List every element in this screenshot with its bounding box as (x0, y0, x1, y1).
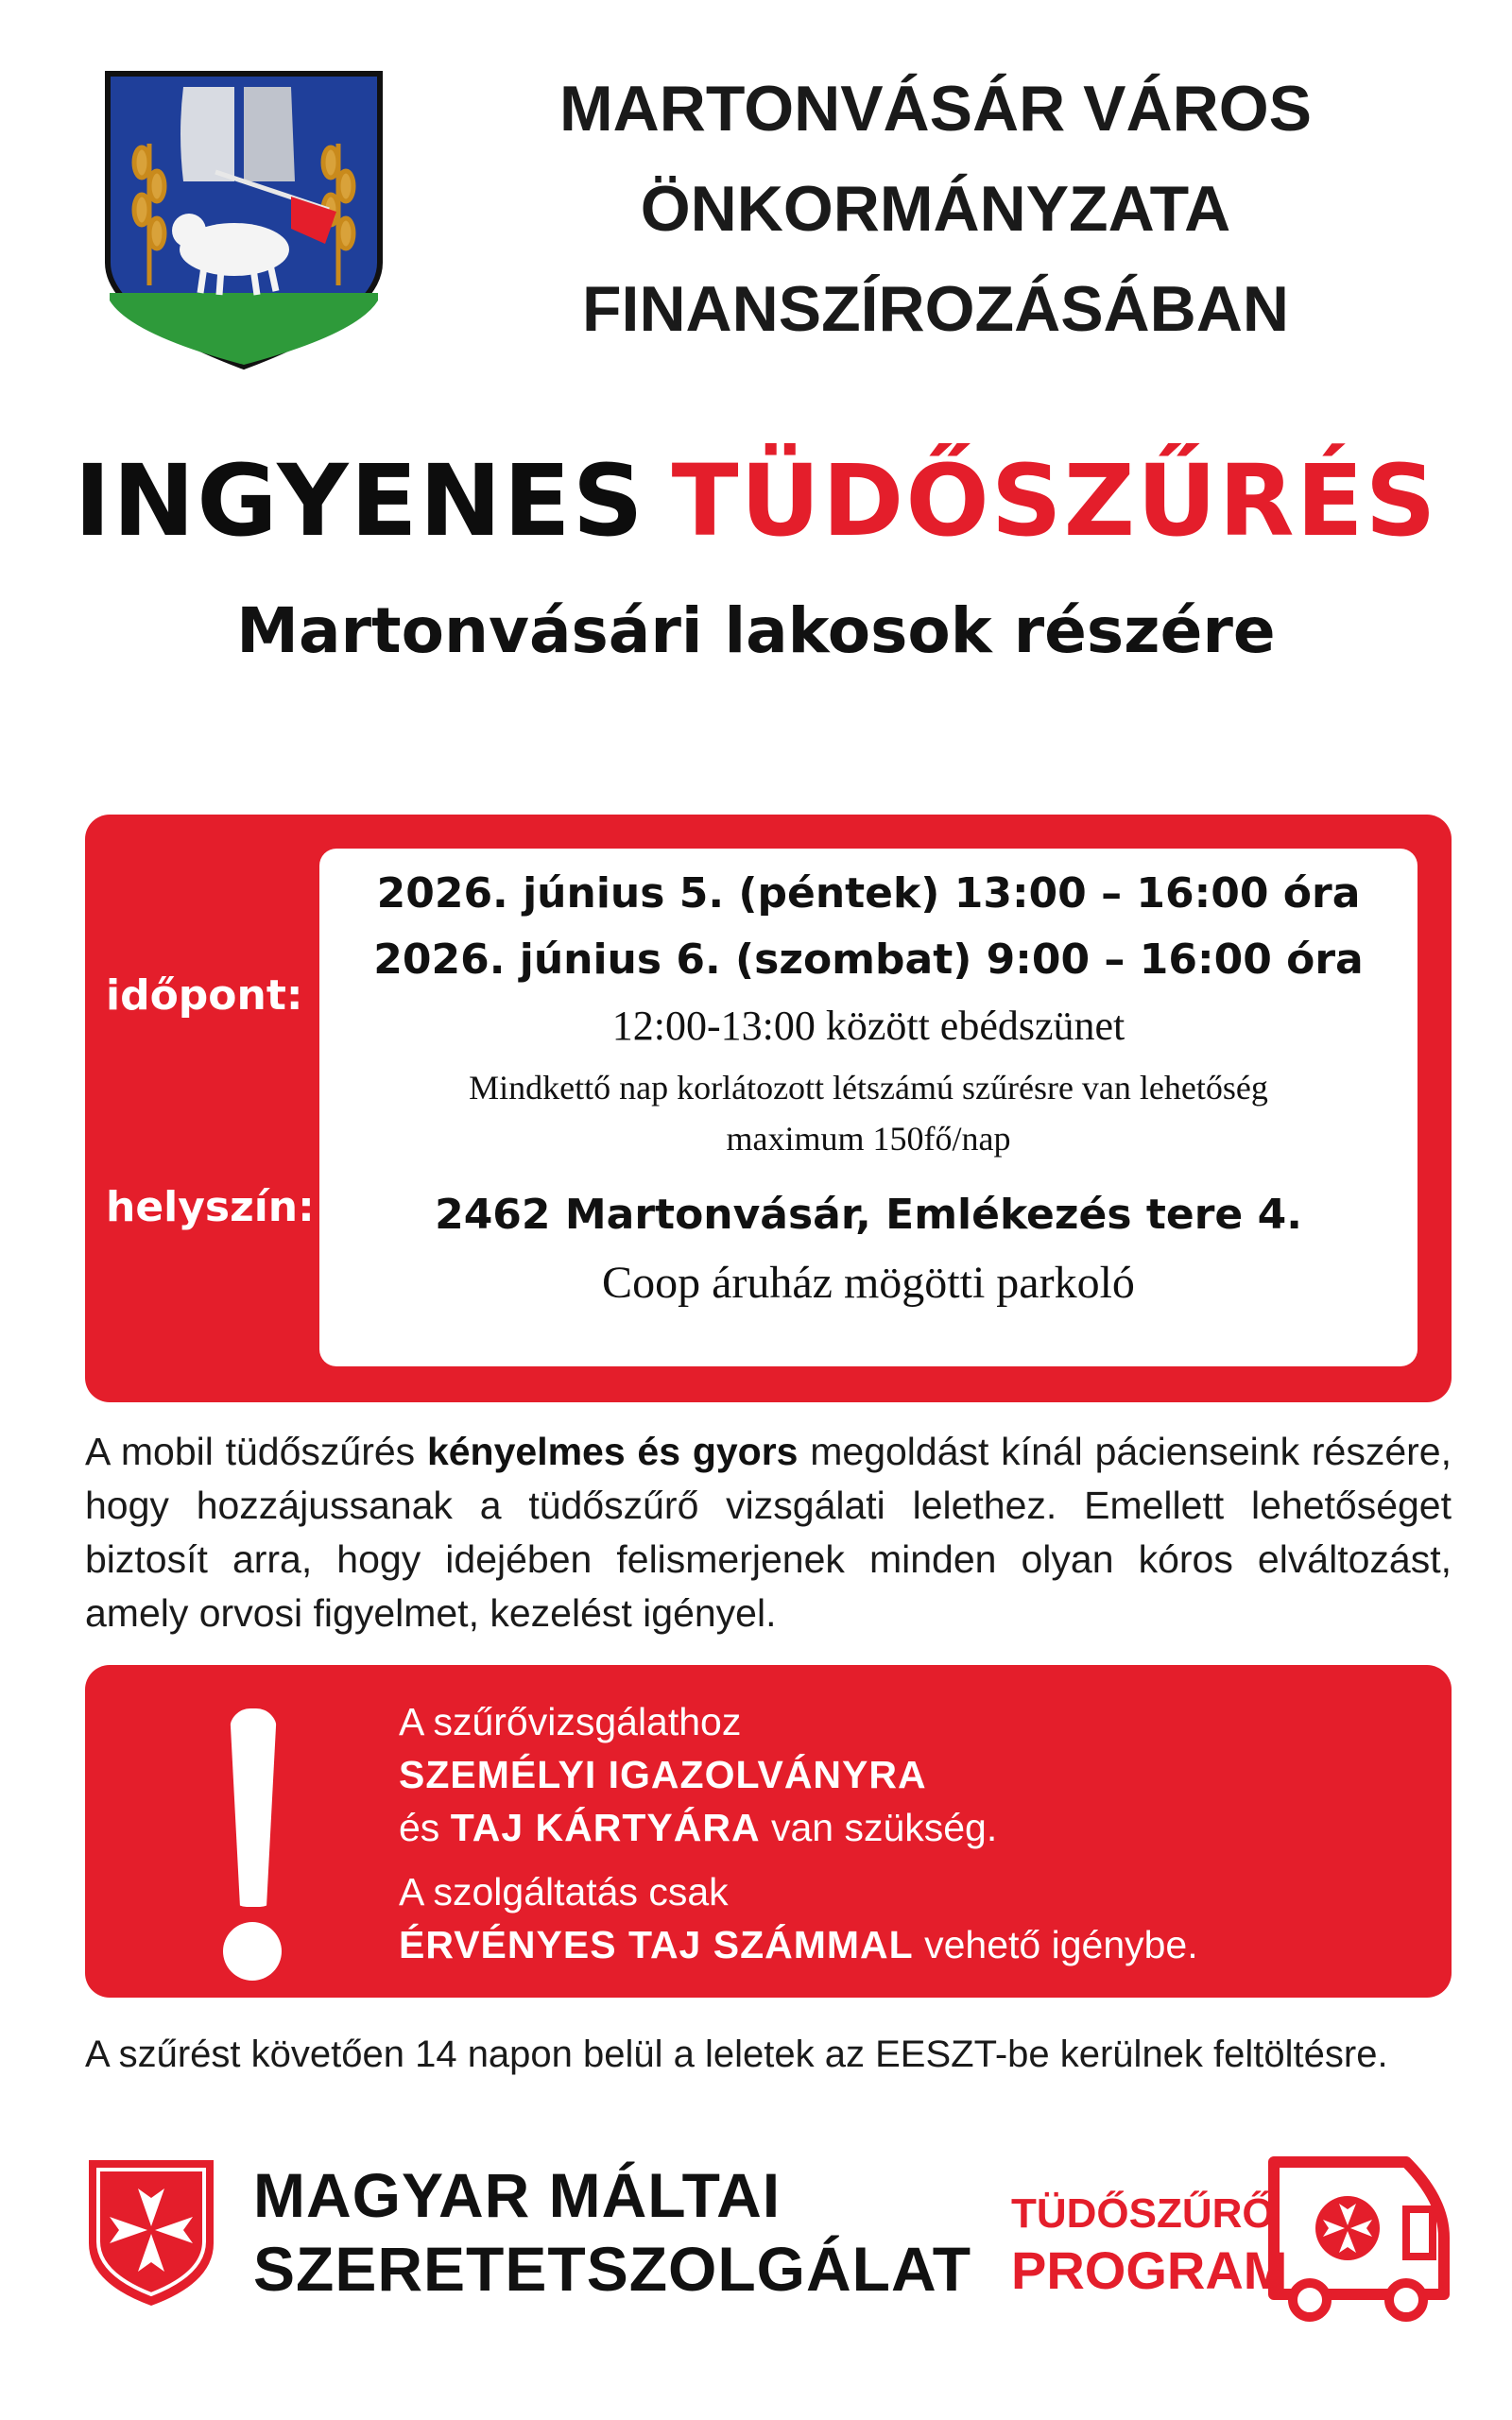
funding-heading (416, 59, 1455, 359)
funding-line-2: ÖNKORMÁNYZATA (640, 173, 1231, 245)
screening-bus-icon (1264, 2143, 1453, 2323)
exclamation-dot-icon (223, 1922, 282, 1981)
warning-line-1: A szűrővizsgálathoz (399, 1700, 742, 1743)
title-part-1: INGYENES (74, 443, 645, 558)
location: Coop áruház mögötti parkoló (602, 1258, 1135, 1308)
description-paragraph (85, 1425, 1452, 1640)
place-label: helyszín: (106, 1183, 315, 1231)
lunch-break: 12:00-13:00 között ebédszünet (611, 1003, 1125, 1049)
program-line-2: PROGRAM (1011, 2240, 1288, 2300)
time-label: időpont: (106, 971, 303, 1020)
org-name-line-1: MAGYAR MÁLTAI (253, 2160, 782, 2230)
para-bold: kényelmes és gyors (426, 1430, 799, 1473)
town-crest (102, 68, 386, 372)
para-text-2: megoldást kínál pácienseink részére, hogy hozzájussanak a tüdőszűrő vizsgálati lelethez. Emellett lehetőséget biztosít arra, hogy idejében felismerjenek minden olyan kóros elváltozást, amely orvosi figyelmet, kezelést igényel. (85, 1430, 1452, 1635)
warning-line-3: és TAJ KÁRTYÁRA van szükség. (399, 1806, 998, 1849)
funding-line-1: MARTONVÁSÁR VÁROS (559, 73, 1312, 145)
funding-line-3: FINANSZÍROZÁSÁBAN (582, 273, 1289, 345)
warning-line-4: A szolgáltatás csak (399, 1870, 729, 1914)
date-line-2: 2026. június 6. (szombat) 9:00 – 16:00 óra (373, 935, 1364, 984)
para-text-1: A mobil tüdőszűrés (85, 1430, 427, 1473)
info-details (319, 849, 1418, 1366)
maltese-cross-shield (85, 2156, 217, 2309)
org-name-line-2: SZERETETSZOLGÁLAT (253, 2234, 972, 2304)
main-title (0, 444, 1512, 558)
title-part-2: TÜDŐSZŰRÉS (671, 443, 1438, 558)
warning-line-5: ÉRVÉNYES TAJ SZÁMMAL vehető igénybe. (399, 1923, 1198, 1966)
eeszt-note: A szűrést követően 14 napon belül a leletek az EESZT-be kerülnek feltöltésre. (85, 2034, 1388, 2075)
date-line-1: 2026. június 5. (péntek) 13:00 – 16:00 óra (376, 869, 1361, 918)
address: 2462 Martonvásár, Emlékezés tere 4. (435, 1191, 1302, 1239)
subtitle: Martonvásári lakosok részére (236, 594, 1276, 667)
warning-line-2: SZEMÉLYI IGAZOLVÁNYRA (399, 1753, 927, 1796)
limit-line-1: Mindkettő nap korlátozott létszámú szűrésre van lehetőség (469, 1069, 1268, 1107)
limit-line-2: maximum 150fő/nap (726, 1120, 1011, 1158)
program-line-1: TÜDŐSZŰRŐ (1011, 2190, 1275, 2237)
